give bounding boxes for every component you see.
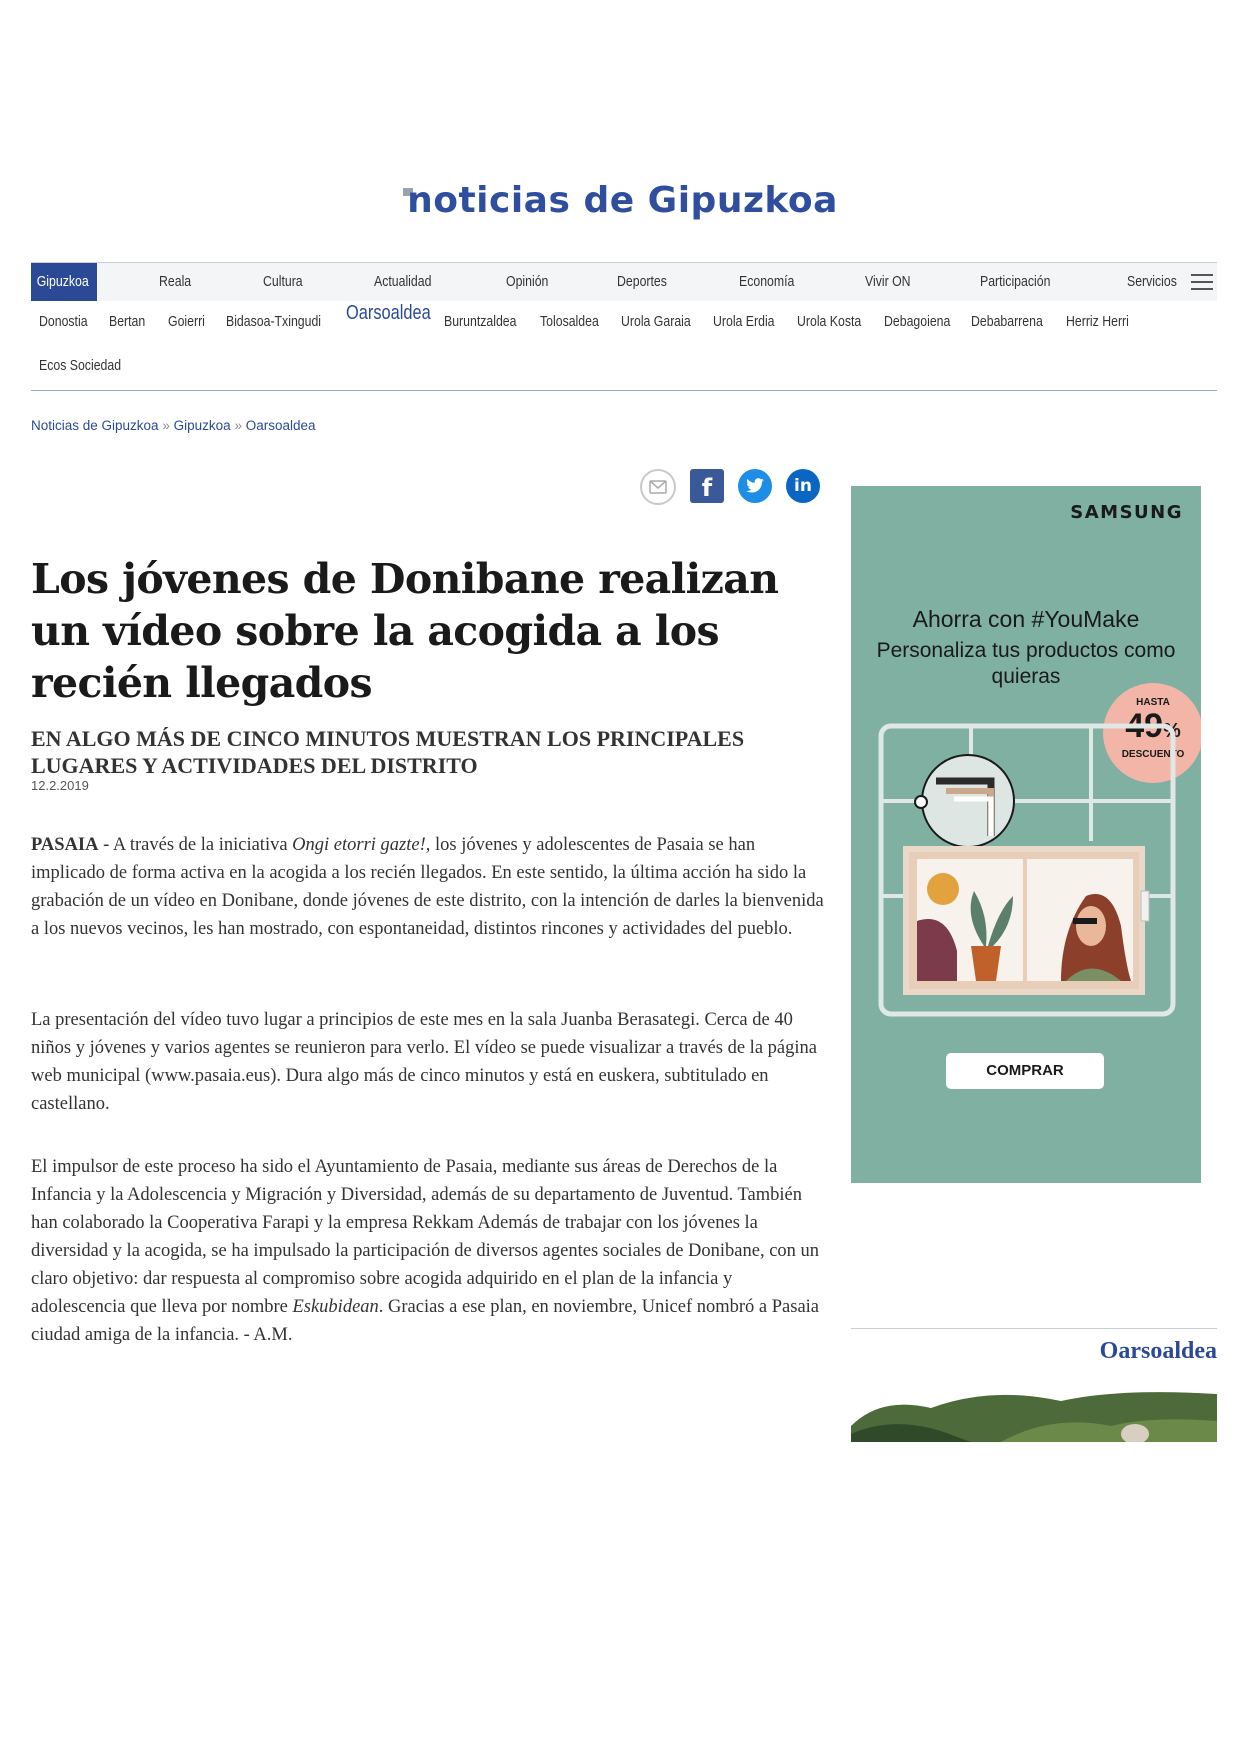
breadcrumb (31, 418, 316, 433)
initiative-name: Ongi etorri gazte! (292, 835, 426, 855)
subnav-item-bidasoa-txingudi[interactable]: Bidasoa-Txingudi (226, 313, 322, 330)
nav-item-deportes[interactable]: Deportes (617, 273, 667, 290)
buy-button[interactable]: COMPRAR (946, 1053, 1104, 1089)
nav-item-actualidad[interactable]: Actualidad (374, 273, 432, 290)
subnav-item-goierri[interactable]: Goierri (168, 313, 205, 330)
subnav-item-tolosaldea[interactable]: Tolosaldea (540, 313, 599, 330)
article-paragraph-2 (31, 1006, 831, 1118)
paragraph-text: La presentación del vídeo tuvo lugar a principios de este mes en la sala Juanba Berasategi. Cerca de 40 niños y jóvenes y varios agentes se reunieron para verlo. El vídeo se puede visualizar a través de la página web municipal (www.pasaia.eus). Dura algo más de cinco minutos y está en euskera, subtitulado en castellano. (31, 1010, 817, 1114)
breadcrumb-separator: » (234, 418, 242, 433)
subnav-item-debagoiena[interactable]: Debagoiena (884, 313, 951, 330)
subnav-item-ecos-sociedad[interactable]: Ecos Sociedad (39, 357, 122, 374)
nav-item-reala[interactable]: Reala (159, 273, 192, 290)
article-paragraph-1 (31, 831, 831, 943)
nav-item-economia[interactable]: Economía (739, 273, 795, 290)
paragraph-text: - A través de la iniciativa (98, 835, 293, 855)
nav-divider (31, 390, 1217, 391)
ad-brand: SAMSUNG (1070, 502, 1183, 523)
nav-item-opinion[interactable]: Opinión (506, 273, 549, 290)
email-icon[interactable] (640, 469, 676, 505)
breadcrumb-item[interactable]: Oarsoaldea (245, 418, 316, 433)
paragraph-text: El impulsor de este proceso ha sido el Ayuntamiento de Pasaia, mediante sus áreas de Derechos de la Infancia y la Adolescencia y Migración y Diversidad, además de su departamento de Juventud. También han colaborado la Cooperativa Farapi y la empresa Rekkam Además de trabajar con los jóvenes la diversidad y la acogida, se ha impulsado la participación de diversos agentes sociales de Donibane, con un claro objetivo: dar respuesta al compromiso sobre acogida adquirido en el plan de la infancia y adolescencia que lleva por nombre (31, 1157, 820, 1317)
linkedin-icon[interactable]: in (786, 469, 820, 503)
breadcrumb-separator: » (162, 418, 170, 433)
facebook-icon[interactable]: f (690, 469, 724, 503)
article-date: 12.2.2019 (31, 778, 89, 793)
subnav-item-debabarrena[interactable]: Debabarrena (971, 313, 1043, 330)
menu-icon[interactable] (1191, 274, 1213, 290)
advertisement[interactable] (851, 486, 1201, 1183)
breadcrumb-item[interactable]: Noticias de Gipuzkoa (31, 418, 159, 433)
article-headline: Los jóvenes de Donibane realizan un vídeo sobre la acogida a los recién llegados (31, 555, 779, 708)
nav-item-gipuzkoa[interactable] (31, 263, 97, 301)
subnav-item-herriz-herri[interactable]: Herriz Herri (1066, 313, 1129, 330)
nav-item-vivir-on[interactable]: Vivir ON (865, 273, 911, 290)
subnav-item-oarsoaldea[interactable]: Oarsoaldea (346, 302, 431, 324)
article-paragraph-3 (31, 1153, 831, 1349)
subnav-item-donostia[interactable]: Donostia (39, 313, 88, 330)
badge-top-text: HASTA (1136, 697, 1170, 708)
badge-bottom-text: DESCUENTO (1121, 749, 1185, 760)
badge-unit: % (1163, 720, 1181, 742)
sidebar-divider (851, 1328, 1217, 1329)
article-location: PASAIA (31, 835, 99, 855)
logo-text: noticias de Gipuzkoa (407, 180, 838, 221)
paragraph-text: . Gracias a ese plan, en noviembre, Unicef nombró a Pasaia ciudad amiga de la infancia. - A.M. (31, 1297, 820, 1345)
ad-product-illustration (851, 721, 1201, 1041)
breadcrumb-item[interactable]: Gipuzkoa (173, 418, 231, 433)
site-logo[interactable] (0, 180, 1241, 221)
main-nav (31, 262, 1217, 301)
subnav-item-bertan[interactable]: Bertan (109, 313, 146, 330)
paragraph-text: , los jóvenes y adolescentes de Pasaia se han implicado de forma activa en la acogida a los recién llegados. En este sentido, la última acción ha sido la grabación de un vídeo en Donibane, donde jóvenes de este distrito, con la intención de darles la bienvenida a los nuevos vecinos, les han mostrado, con espontaneidad, distintos rincones y actividades del pueblo. (31, 835, 824, 939)
subnav-item-buruntzaldea[interactable]: Buruntzaldea (444, 313, 517, 330)
article-subheadline: EN ALGO MÁS DE CINCO MINUTOS MUESTRAN LOS PRINCIPALES LUGARES Y ACTIVIDADES DEL DISTRITO (31, 726, 745, 779)
ad-headline: Ahorra con #YouMake (912, 606, 1140, 632)
ad-subline: Personaliza tus productos como quieras (876, 639, 1176, 688)
plan-name: Eskubidean (292, 1297, 379, 1317)
subnav-item-urola-garaia[interactable]: Urola Garaia (621, 313, 691, 330)
nav-item-servicios[interactable]: Servicios (1127, 273, 1177, 290)
subnav-item-urola-kosta[interactable]: Urola Kosta (797, 313, 862, 330)
sidebar-section-title[interactable]: Oarsoaldea (1099, 1338, 1217, 1364)
nav-item-cultura[interactable]: Cultura (263, 273, 303, 290)
twitter-icon[interactable] (738, 469, 772, 503)
subnav-item-urola-erdia[interactable]: Urola Erdia (713, 313, 775, 330)
badge-value: 49 (1125, 707, 1164, 745)
nav-item-participacion[interactable]: Participación (980, 273, 1051, 290)
sidebar-news-thumbnail[interactable] (851, 1386, 1217, 1442)
nav-item-label: Gipuzkoa (36, 273, 89, 290)
